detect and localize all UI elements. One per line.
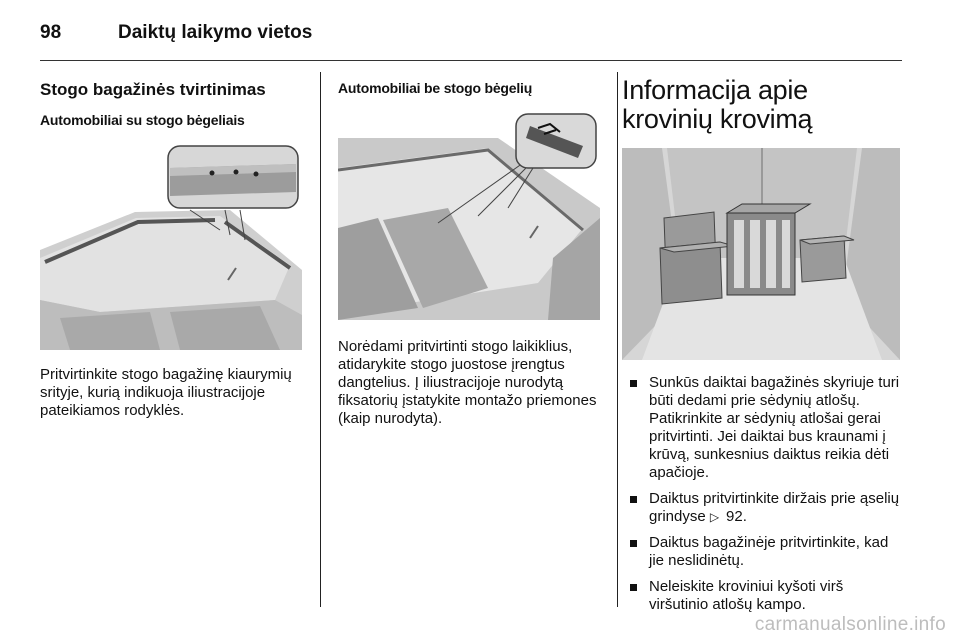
loading-instructions-list (622, 374, 904, 614)
paragraph-without-rails: Norėdami pritvirtinti stogo laikiklius, atidarykite stogo juostose įrengtus dangtelius. Į iliustracijoje nurodytą fiksatorių įstatykite montažo priemones (kaip nurodyta). (338, 338, 597, 427)
column-roof-rails (40, 80, 305, 420)
list-item: Daiktus pritvirtinkite diržais prie ąselių grindyse ▷ 92. (622, 490, 904, 526)
column-loading-info (622, 75, 904, 622)
roof-fixing-points-illustration (338, 108, 601, 320)
bullet-square-icon (630, 496, 637, 503)
loading-info-title: Informacija apie krovinių krovimą (622, 75, 813, 134)
page-header (40, 22, 312, 46)
section-title: Stogo bagažinės tvirtinimas (40, 80, 266, 99)
roof-rails-illustration (40, 140, 303, 350)
subtitle-without-rails: Automobiliai be stogo bėgelių (338, 80, 533, 96)
paragraph-with-rails: Pritvirtinkite stogo bagažinę kiaurymių srityje, kurią indikuoja iliustracijoje pateikiamos rodyklės. (40, 366, 292, 419)
watermark: carmanualsonline.info (754, 614, 946, 635)
column-divider-2 (617, 72, 618, 607)
list-item: Neleiskite kroviniui kyšoti virš viršutinio atlošų kampo. (622, 578, 904, 614)
cargo-loading-illustration (622, 148, 900, 360)
list-item: Daiktus bagažinėje pritvirtinkite, kad jie neslidinėtų. (622, 534, 904, 570)
list-item: Sunkūs daiktai bagažinės skyriuje turi būti dedami prie sėdynių atlošų. Patikrinkite ar sėdynių atlošai gerai pritvirtinti. Jei daiktai bus kraunami į krūvą, sunkesnius daiktus reikia dėti apačioje. (622, 374, 904, 482)
column-divider-1 (320, 72, 321, 607)
page-reference-icon: ▷ (709, 510, 720, 524)
page-reference-link[interactable]: 92. (726, 508, 747, 525)
page-number: 98 (40, 22, 62, 43)
bullet-square-icon (630, 380, 637, 387)
chapter-title: Daiktų laikymo vietos (118, 22, 313, 43)
column-no-roof-rails (338, 80, 606, 428)
bullet-square-icon (630, 540, 637, 547)
header-rule (40, 60, 902, 61)
subtitle-with-rails: Automobiliai su stogo bėgeliais (40, 112, 245, 128)
bullet-square-icon (630, 584, 637, 591)
